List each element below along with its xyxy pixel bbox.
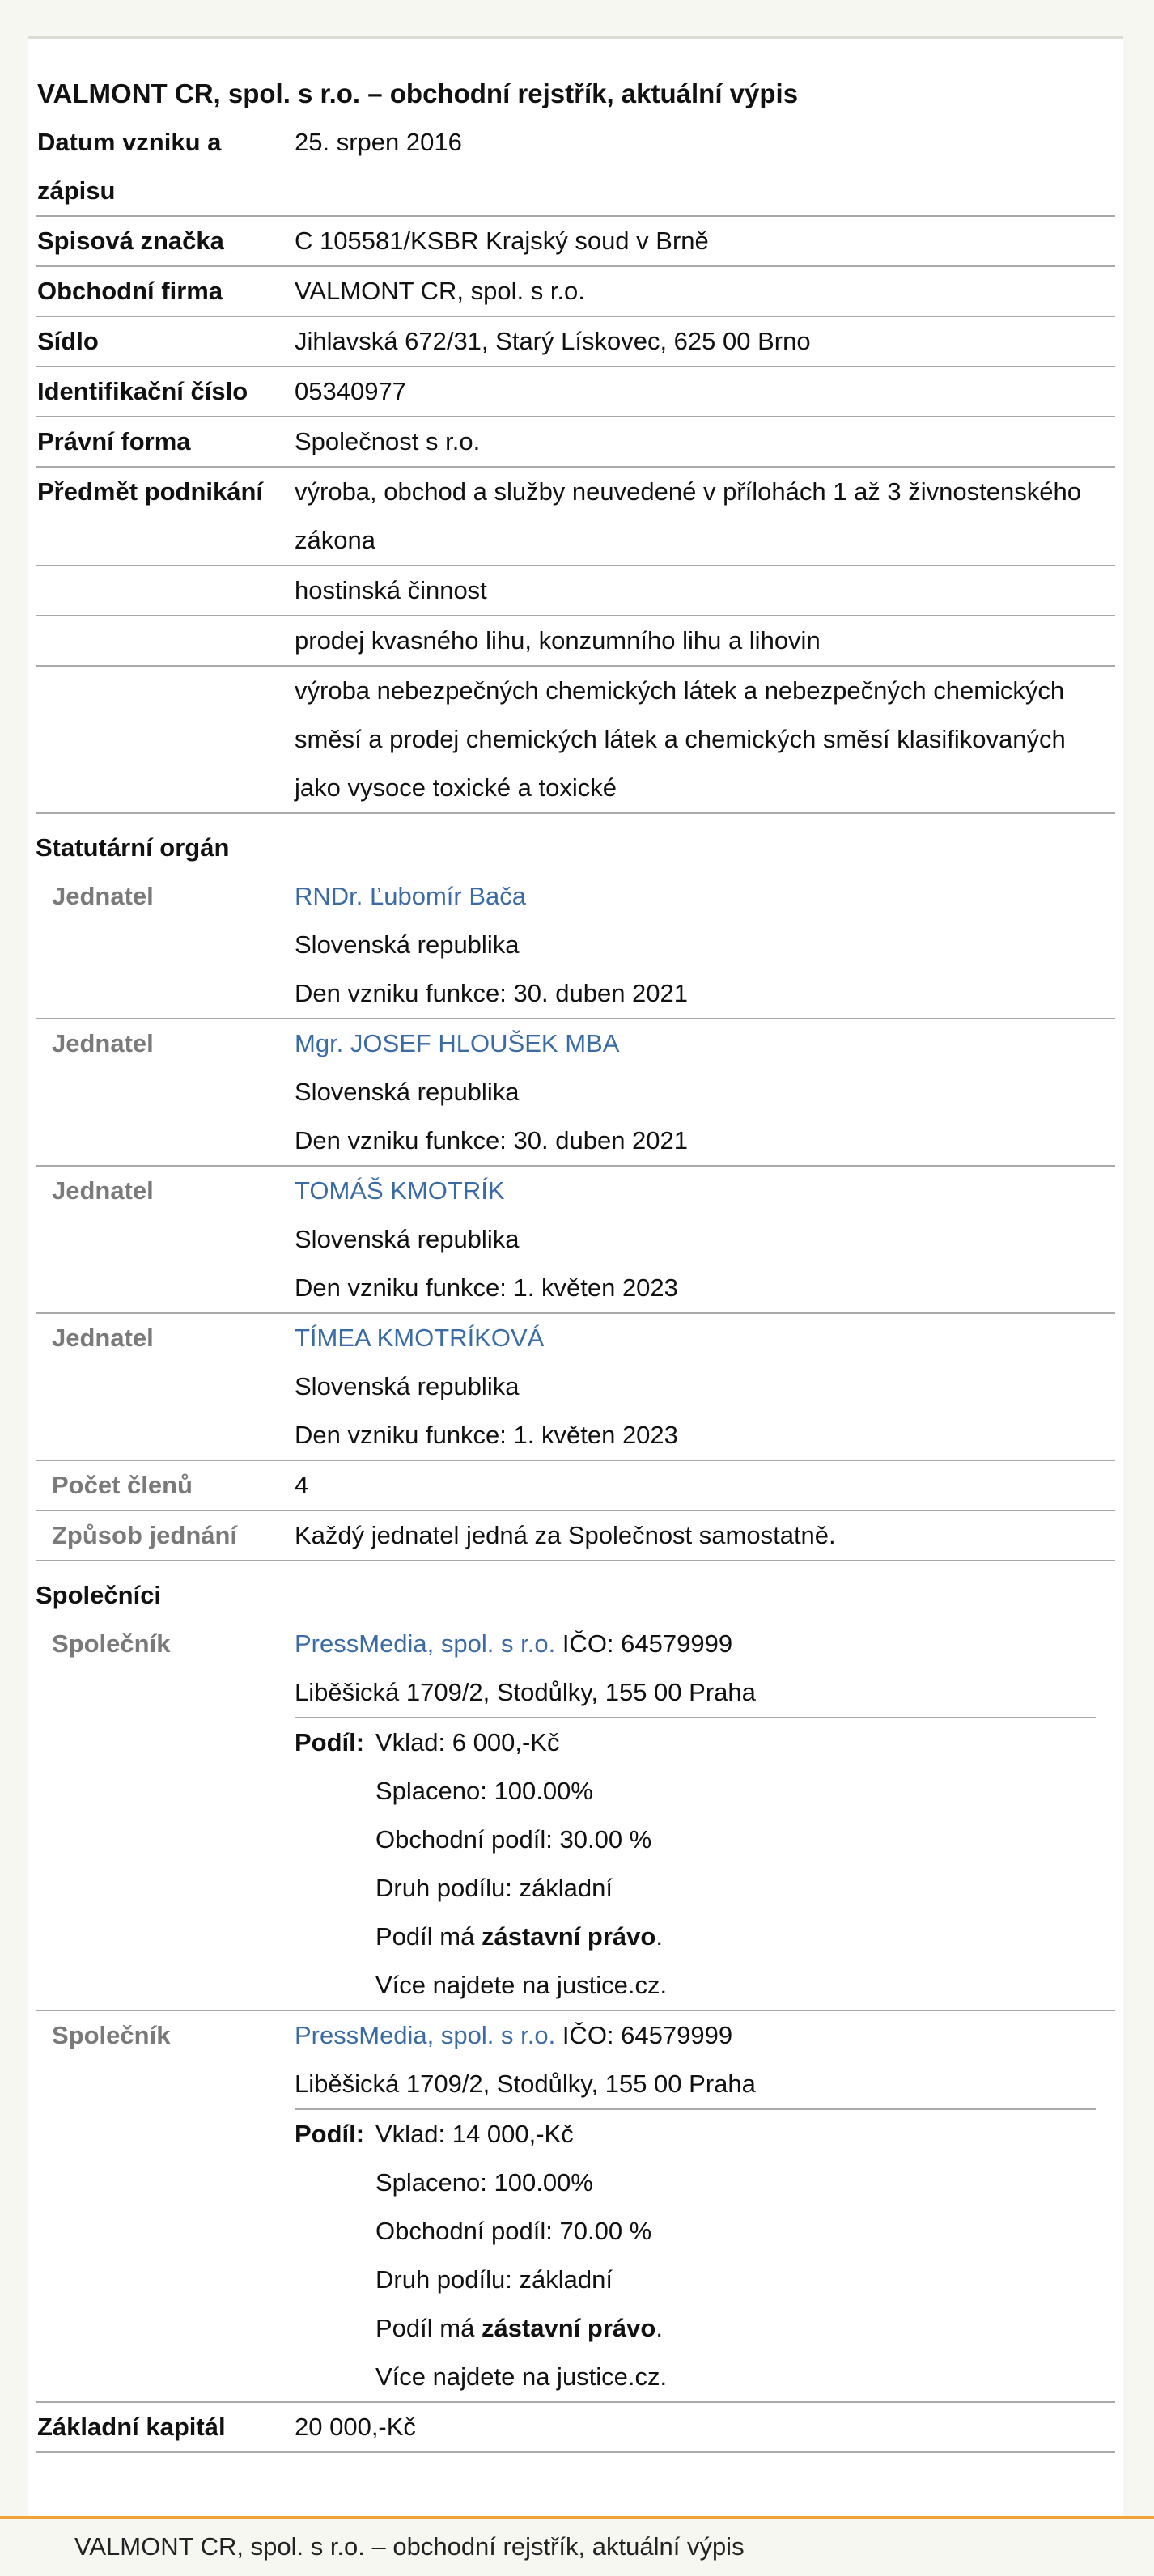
row-label: Právní forma bbox=[36, 417, 295, 467]
zastava-bold: zástavní právo bbox=[481, 2314, 656, 2342]
person-link[interactable]: RNDr. Ľubomír Bača bbox=[295, 882, 526, 910]
company-address: Liběšická 1709/2, Stodůlky, 155 00 Praha bbox=[295, 2070, 756, 2098]
role-label: Jednatel bbox=[36, 872, 295, 1019]
row-zpusob-jednani bbox=[36, 1510, 1115, 1561]
zastava-bold: zástavní právo bbox=[481, 1922, 656, 1951]
company-ico: IČO: 64579999 bbox=[562, 2021, 733, 2049]
podil-vklad: Vklad: 14 000,-Kč bbox=[375, 2120, 574, 2148]
jednatel-row bbox=[36, 872, 1115, 1019]
row-value: Každý jednatel jedná za Společnost samostatně. bbox=[295, 1510, 1115, 1561]
row-pocet-clenu bbox=[36, 1460, 1115, 1510]
podil-zastava: Podíl má zástavní právo. bbox=[375, 2314, 663, 2342]
person-since: Den vzniku funkce: 30. duben 2021 bbox=[295, 979, 689, 1007]
podil-vice: Více najdete na justice.cz. bbox=[375, 1971, 668, 1999]
person-country: Slovenská republika bbox=[295, 1372, 520, 1400]
section-statutarni bbox=[36, 813, 1115, 872]
company-link[interactable]: PressMedia, spol. s r.o. bbox=[295, 2021, 556, 2049]
company-address: Liběšická 1709/2, Stodůlky, 155 00 Praha bbox=[295, 1678, 756, 1706]
row-label: Sídlo bbox=[36, 316, 295, 366]
person-link[interactable]: TOMÁŠ KMOTRÍK bbox=[295, 1176, 505, 1205]
podil-obchodni: Obchodní podíl: 70.00 % bbox=[375, 2217, 652, 2245]
register-table bbox=[36, 118, 1115, 2453]
row-predmet-1 bbox=[36, 467, 1115, 566]
row-predmet-3 bbox=[36, 616, 1115, 666]
row-label: Způsob jednání bbox=[36, 1510, 295, 1561]
podil-obchodni: Obchodní podíl: 30.00 % bbox=[375, 1825, 652, 1854]
section-heading: Společníci bbox=[36, 1581, 162, 1609]
person-country: Slovenská republika bbox=[295, 1225, 520, 1253]
row-value: 25. srpen 2016 bbox=[295, 118, 1115, 216]
row-ico bbox=[36, 366, 1115, 417]
row-value: 20 000,-Kč bbox=[295, 2402, 1115, 2452]
row-label: Základní kapitál bbox=[36, 2402, 295, 2452]
jednatel-row bbox=[36, 1166, 1115, 1313]
row-value: hostinská činnost bbox=[295, 566, 1115, 616]
person-country: Slovenská republika bbox=[295, 1078, 520, 1106]
row-label: Počet členů bbox=[36, 1460, 295, 1510]
podil-zastava: Podíl má zástavní právo. bbox=[375, 1922, 663, 1951]
jednatel-row bbox=[36, 1019, 1115, 1166]
row-label: Předmět podnikání bbox=[36, 467, 295, 566]
role-label: Společník bbox=[36, 2010, 295, 2402]
row-label: Datum vzniku a zápisu bbox=[36, 118, 295, 216]
person-since: Den vzniku funkce: 1. květen 2023 bbox=[295, 1273, 678, 1302]
podil-label: Podíl: bbox=[295, 1728, 365, 1756]
page-title: VALMONT CR, spol. s r.o. – obchodní rejstřík, aktuální výpis bbox=[37, 78, 799, 108]
spolecnik-row bbox=[36, 1620, 1115, 2010]
person-link[interactable]: TÍMEA KMOTRÍKOVÁ bbox=[295, 1324, 545, 1352]
row-pravni-forma bbox=[36, 417, 1115, 467]
row-sidlo bbox=[36, 316, 1115, 366]
row-value: Společnost s r.o. bbox=[295, 417, 1115, 467]
podil-vklad: Vklad: 6 000,-Kč bbox=[375, 1728, 560, 1756]
row-predmet-4 bbox=[36, 666, 1115, 813]
person-since: Den vzniku funkce: 30. duben 2021 bbox=[295, 1126, 689, 1155]
row-spisova-znacka bbox=[36, 216, 1115, 266]
row-predmet-2 bbox=[36, 566, 1115, 616]
podil-label: Podíl: bbox=[295, 2120, 365, 2148]
row-zakladni-kapital bbox=[36, 2402, 1115, 2452]
podil-splaceno: Splaceno: 100.00% bbox=[375, 2168, 593, 2197]
role-label: Jednatel bbox=[36, 1166, 295, 1313]
row-datum-vzniku bbox=[36, 118, 1115, 216]
podil-block bbox=[295, 1717, 1096, 2010]
podil-vice: Více najdete na justice.cz. bbox=[375, 2362, 668, 2391]
row-label: Obchodní firma bbox=[36, 266, 295, 316]
role-label: Jednatel bbox=[36, 1019, 295, 1166]
company-ico: IČO: 64579999 bbox=[562, 1629, 733, 1658]
role-label: Jednatel bbox=[36, 1313, 295, 1460]
row-obchodni-firma bbox=[36, 266, 1115, 316]
podil-druh: Druh podílu: základní bbox=[375, 1874, 613, 1902]
row-value: výroba nebezpečných chemických látek a nebezpečných chemických směsí a prodej chemických látek a chemických směsí klasifikovaných jako vysoce toxické a toxické bbox=[295, 666, 1115, 813]
register-content bbox=[36, 78, 1115, 2453]
person-country: Slovenská republika bbox=[295, 930, 520, 959]
row-value: VALMONT CR, spol. s r.o. bbox=[295, 266, 1115, 316]
company-link[interactable]: PressMedia, spol. s r.o. bbox=[295, 1629, 556, 1658]
jednatel-row bbox=[36, 1313, 1115, 1460]
person-since: Den vzniku funkce: 1. květen 2023 bbox=[295, 1421, 678, 1449]
row-value: 4 bbox=[295, 1460, 1115, 1510]
section-spolecnici bbox=[36, 1561, 1115, 1620]
row-value: výroba, obchod a služby neuvedené v přílohách 1 až 3 živnostenského zákona bbox=[295, 467, 1115, 566]
row-value: Jihlavská 672/31, Starý Lískovec, 625 00 Brno bbox=[295, 316, 1115, 366]
person-link[interactable]: Mgr. JOSEF HLOUŠEK MBA bbox=[295, 1029, 620, 1057]
row-label: Identifikační číslo bbox=[36, 366, 295, 417]
row-value: C 105581/KSBR Krajský soud v Brně bbox=[295, 216, 1115, 266]
podil-druh: Druh podílu: základní bbox=[375, 2265, 613, 2294]
spolecnik-row bbox=[36, 2010, 1115, 2402]
footer-bar bbox=[0, 2516, 1154, 2576]
register-card bbox=[28, 36, 1123, 2516]
section-heading: Statutární orgán bbox=[36, 833, 230, 862]
row-value: 05340977 bbox=[295, 366, 1115, 417]
podil-splaceno: Splaceno: 100.00% bbox=[375, 1777, 593, 1805]
role-label: Společník bbox=[36, 1620, 295, 2010]
row-label: Spisová značka bbox=[36, 216, 295, 266]
podil-block bbox=[295, 2108, 1096, 2401]
row-value: prodej kvasného lihu, konzumního lihu a lihovin bbox=[295, 616, 1115, 666]
footer-title: VALMONT CR, spol. s r.o. – obchodní rejstřík, aktuální výpis bbox=[74, 2532, 745, 2561]
